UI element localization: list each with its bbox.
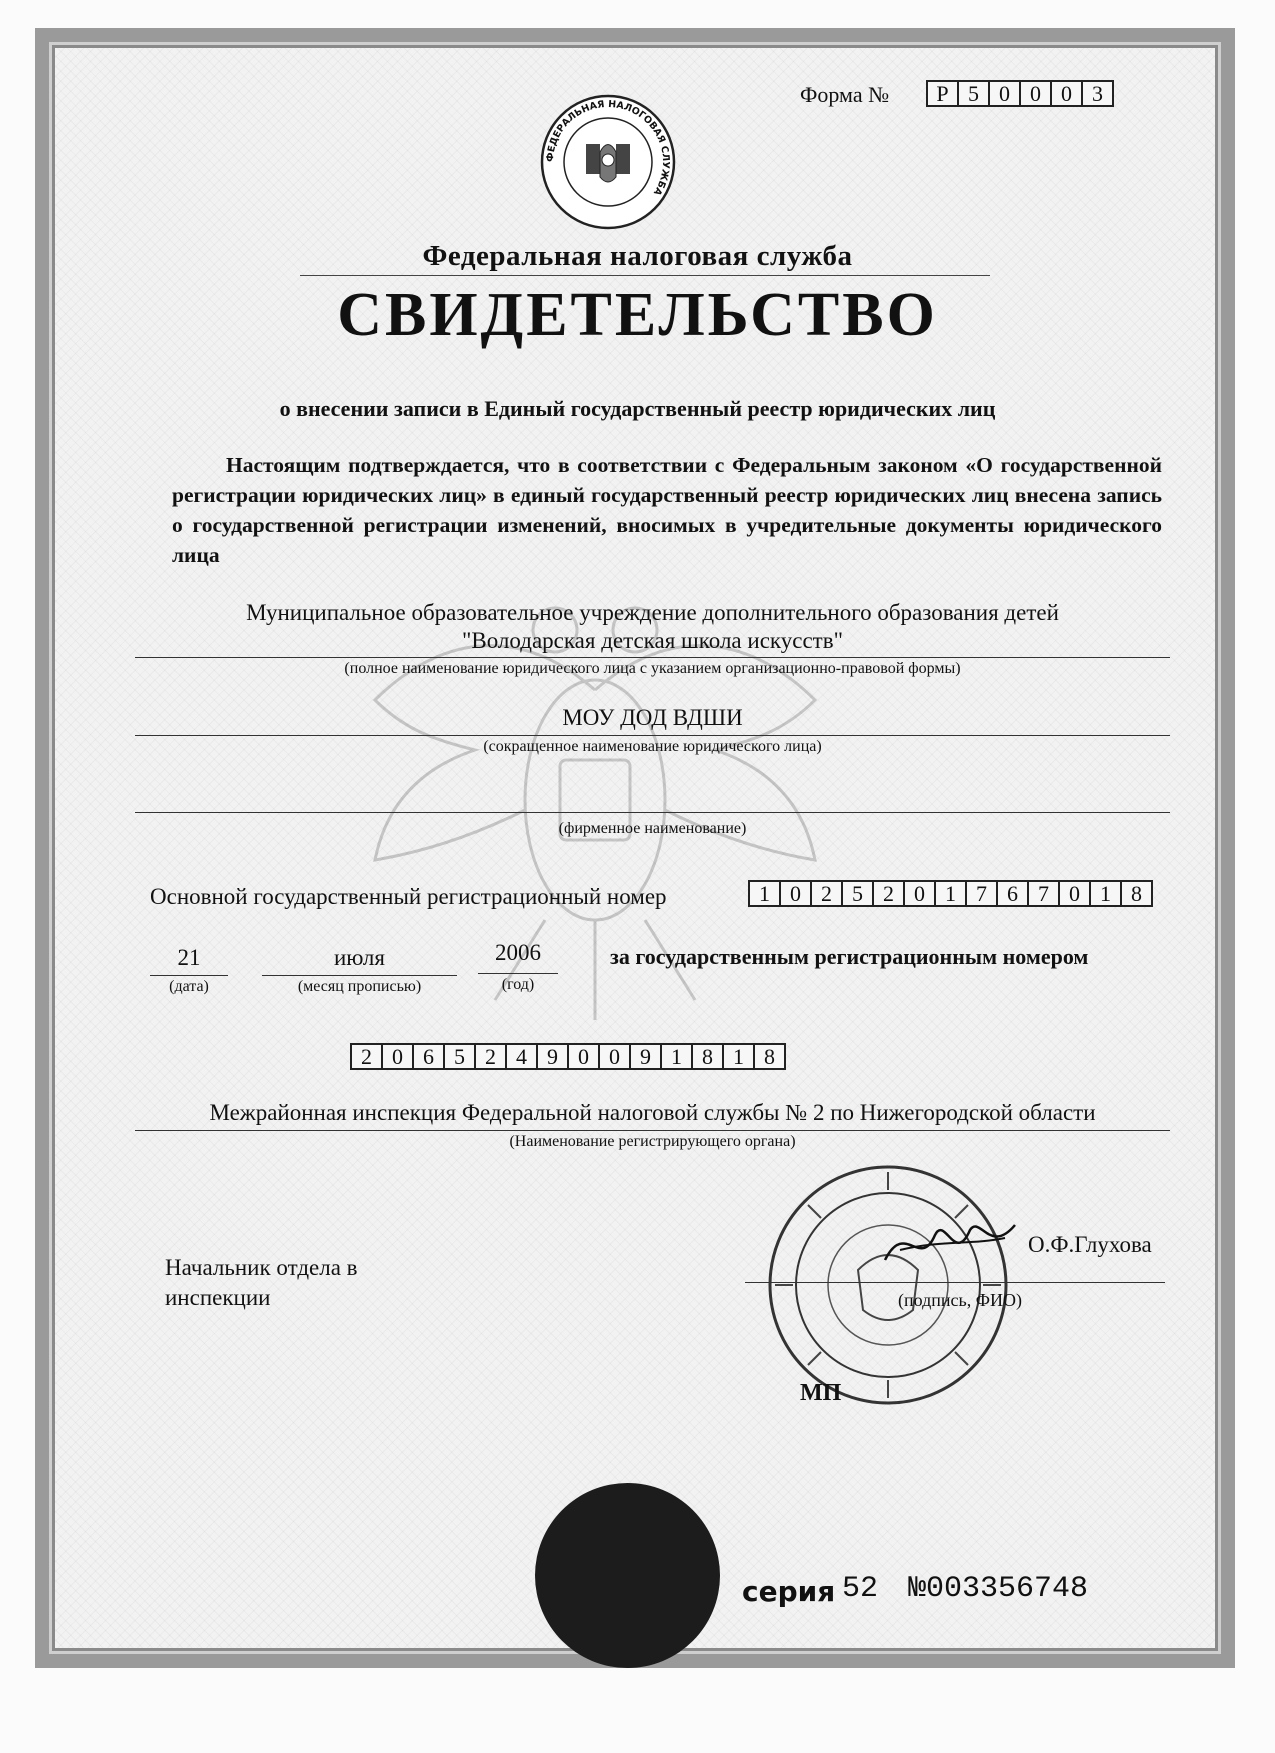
ogrn-digit: 5 [841,880,874,907]
grn-digit: 4 [505,1043,538,1070]
ogrn-digit: 2 [810,880,843,907]
registration-number-suffix: за государственным регистрационным номером [610,944,1089,969]
seal-mark: МП [800,1380,842,1406]
grn-digit: 0 [567,1043,600,1070]
grn-digit: 1 [722,1043,755,1070]
form-number-label: Форма № [800,82,890,107]
grn-cells [352,1043,786,1070]
form-number-cell: 0 [988,80,1021,107]
emblem-ring-text: ФЕДЕРАЛЬНАЯ НАЛОГОВАЯ СЛУЖБА [544,98,672,198]
grn-digit: 6 [412,1043,445,1070]
fns-emblem-icon [538,92,678,232]
firm-name-line [135,812,1170,813]
official-seal-icon [763,1160,1013,1410]
grn-digit: 2 [474,1043,507,1070]
date-month-caption: (месяц прописью) [297,978,422,995]
grn-digit: 8 [691,1043,724,1070]
ogrn-digit: 8 [1120,880,1153,907]
ogrn-digit: 7 [965,880,998,907]
date-year-line [478,973,558,974]
certificate-title: СВИДЕТЕЛЬСТВО [337,281,938,349]
series-value: 52 [842,1572,879,1606]
date-day: 21 [177,945,201,970]
grn-digit: 2 [350,1043,383,1070]
authority-caption: (Наименование регистрирующего органа) [509,1133,796,1150]
registering-authority: Межрайонная инспекция Федеральной налоговой службы № 2 по Нижегородской области [209,1100,1096,1125]
grn-digit: 9 [629,1043,662,1070]
form-number-cell: 5 [957,80,990,107]
full-name-caption: (полное наименование юридического лица с указанием организационно-правовой формы) [344,660,961,677]
grn-digit: 1 [660,1043,693,1070]
entity-full-name-line1: Муниципальное образовательное учреждение дополнительного образования детей [246,600,1059,625]
ogrn-digit: 0 [779,880,812,907]
entity-full-name-line2: "Володарская детская школа искусств" [462,628,843,653]
grn-digit: 9 [536,1043,569,1070]
grn-digit: 0 [598,1043,631,1070]
entity-short-name: МОУ ДОД ВДШИ [562,705,743,730]
date-day-line [150,975,228,976]
service-underline [300,275,990,276]
form-number-cell: Р [926,80,959,107]
ogrn-digit: 6 [996,880,1029,907]
short-name-caption: (сокращенное наименование юридического лица) [483,738,822,755]
ogrn-digit: 1 [748,880,781,907]
ogrn-digit: 7 [1027,880,1060,907]
signatory-position-line2: инспекции [165,1285,271,1310]
signatory-name: О.Ф.Глухова [1028,1232,1152,1257]
ogrn-digit: 2 [872,880,905,907]
signature-icon [880,1210,1020,1280]
date-day-caption: (дата) [169,978,209,995]
date-month: июля [334,945,385,970]
form-number-cell: 0 [1050,80,1083,107]
certificate-subtitle: о внесении записи в Единый государственный реестр юридических лиц [279,396,996,421]
confirmation-paragraph: Настоящим подтверждается, что в соответствии с Федеральным законом «О государственной регистрации юридических лиц» в единый государственный реестр юридических лиц внесена запись о государственной регистрации изменений, вносимых в учредительные документы юридического лица [172,453,1162,567]
hologram-sticker [535,1483,720,1668]
grn-digit: 8 [753,1043,786,1070]
form-number-cells [928,80,1114,107]
ogrn-digit: 1 [934,880,967,907]
authority-line [135,1130,1170,1131]
service-name: Федеральная налоговая служба [422,240,853,272]
series-number: №003356748 [908,1572,1089,1606]
signature-caption: (подпись, ФИО) [898,1290,1022,1310]
ogrn-digit: 1 [1089,880,1122,907]
ogrn-cells [750,880,1153,907]
signature-line [745,1282,1165,1283]
firm-name-caption: (фирменное наименование) [558,820,747,837]
series-label: серия [742,1575,836,1608]
grn-digit: 0 [381,1043,414,1070]
ogrn-label: Основной государственный регистрационный номер [150,884,667,909]
signatory-position-line1: Начальник отдела в [165,1255,358,1280]
form-number-cell: 0 [1019,80,1052,107]
date-year-caption: (год) [501,976,535,993]
date-month-line [262,975,457,976]
full-name-line [135,657,1170,658]
short-name-line [135,735,1170,736]
grn-digit: 5 [443,1043,476,1070]
ogrn-digit: 0 [903,880,936,907]
form-number-cell: 3 [1081,80,1114,107]
ogrn-digit: 0 [1058,880,1091,907]
date-year: 2006 [495,940,541,965]
